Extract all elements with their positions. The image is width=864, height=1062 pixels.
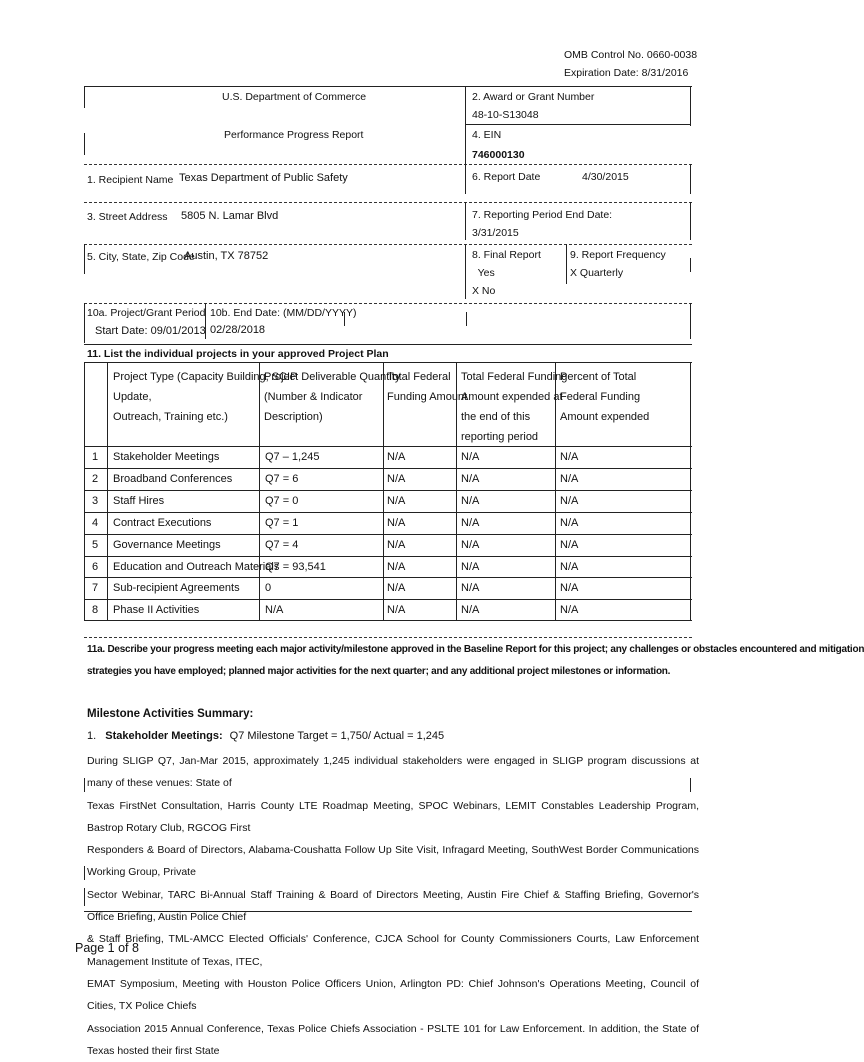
period-row-top xyxy=(84,303,692,304)
header-qty-line: (Number & Indicator xyxy=(264,391,363,403)
start-date-value: Start Date: 09/01/2013 xyxy=(95,325,206,337)
row-deliverable-quantity: 0 xyxy=(265,582,272,595)
row-deliverable-quantity: Q7 = 1 xyxy=(265,516,299,529)
frequency-divider xyxy=(566,244,567,284)
project-period-label: 10a. Project/Grant Period xyxy=(87,307,206,319)
row-funding-expended: N/A xyxy=(461,560,480,573)
period-end-value: 3/31/2015 xyxy=(472,227,519,239)
department-name: U.S. Department of Commerce xyxy=(222,91,367,103)
row-number: 5 xyxy=(92,538,99,551)
street-row-top xyxy=(84,202,692,203)
row-deliverable-quantity: N/A xyxy=(265,604,284,617)
row-federal-funding: N/A xyxy=(387,451,406,463)
row-federal-funding: N/A xyxy=(387,604,406,617)
award-number-label: 2. Award or Grant Number xyxy=(472,91,595,103)
row-federal-funding: N/A xyxy=(387,472,406,485)
row-project-type: Phase II Activities xyxy=(113,604,200,617)
header-expended-line: the end of this xyxy=(461,411,531,423)
header-federal-line: Total Federal xyxy=(387,371,451,383)
right-border-recipient xyxy=(690,164,691,194)
row-project-type: Sub-recipient Agreements xyxy=(113,582,240,595)
narrative-line: Association 2015 Annual Conference, Texas Police Chiefs Association - PSLTE 101 for Law Enforcement. In addition, the State of Texas hosted their first State xyxy=(87,1022,699,1057)
table-left-border xyxy=(84,362,85,620)
row-funding-expended: N/A xyxy=(461,516,480,529)
milestone-item-number: 1. xyxy=(87,730,97,742)
header-expended-line: reporting period xyxy=(461,431,539,443)
row-funding-expended: N/A xyxy=(461,494,480,507)
ein-label: 4. EIN xyxy=(472,129,502,141)
row-percent-expended: N/A xyxy=(560,604,579,617)
row-number: 6 xyxy=(92,560,99,573)
header-expended-line: Amount expended at xyxy=(461,391,563,403)
narrative-line: Responders & Board of Directors, Alabama-Coushatta Follow Up Site Visit, Infragard Meeting, SouthWest Border Communications Working Group, Private xyxy=(87,844,699,879)
row-deliverable-quantity: Q7 – 1,245 xyxy=(265,451,320,463)
row-deliverable-quantity: Q7 = 0 xyxy=(265,494,299,507)
row-number: 1 xyxy=(92,451,99,463)
row-percent-expended: N/A xyxy=(560,494,579,507)
right-border-city xyxy=(690,258,691,272)
row-percent-expended: N/A xyxy=(560,472,579,485)
header-type-line: Update, xyxy=(113,391,152,403)
narrative-line: Texas FirstNet Consultation, Harris County LTE Roadmap Meeting, SPOC Webinars, LEMIT Constables Leadership Program, Bastrop Rotary Club, RGCOG First xyxy=(87,799,699,834)
report-date-label: 6. Report Date xyxy=(472,171,541,183)
city-row-top xyxy=(84,244,692,245)
ein-value: 746000130 xyxy=(472,149,525,161)
street-divider xyxy=(465,202,466,240)
header-federal-funding xyxy=(387,367,467,407)
milestone-summary-title: Milestone Activities Summary: xyxy=(87,708,254,720)
table-row-divider xyxy=(84,490,692,491)
header-qty-line: Description) xyxy=(264,411,323,423)
narrative-left-tick-2 xyxy=(84,866,85,880)
narrative-left-tick-3 xyxy=(84,888,85,906)
recipient-name-value: Texas Department of Public Safety xyxy=(179,172,348,184)
narrative-line: EMAT Symposium, Meeting with Houston Police Officers Union, Arlington PD: Chief Johnson's Operations Meeting, Council of Cities, TX Police Chiefs xyxy=(87,977,699,1013)
section-11a-top xyxy=(84,637,692,638)
row-federal-funding: N/A xyxy=(387,494,406,507)
row-federal-funding: N/A xyxy=(387,560,406,573)
table-col-num-divider xyxy=(107,362,108,620)
table-row-divider xyxy=(84,468,692,469)
row-deliverable-quantity: Q7 = 93,541 xyxy=(265,560,326,573)
header-funding-expended xyxy=(461,367,567,447)
final-report-no: X No xyxy=(472,285,496,297)
table-bottom-border xyxy=(84,620,692,621)
period-end-label: 7. Reporting Period End Date: xyxy=(472,209,613,221)
table-row-divider xyxy=(84,512,692,513)
expiration-date: Expiration Date: 8/31/2016 xyxy=(564,67,689,79)
header-percent-line: Federal Funding xyxy=(560,391,641,403)
award-divider xyxy=(465,124,691,125)
row-project-type: Staff Hires xyxy=(113,494,165,507)
row-number: 4 xyxy=(92,516,99,529)
left-border-city xyxy=(84,244,85,274)
right-border-top xyxy=(690,86,691,126)
table-caption-top xyxy=(84,344,692,345)
report-title: Performance Progress Report xyxy=(224,129,364,141)
table-row-divider xyxy=(84,534,692,535)
report-date-value: 4/30/2015 xyxy=(582,171,629,183)
table-right-border xyxy=(690,362,691,620)
end-date-value: 02/28/2018 xyxy=(210,324,266,336)
header-type-line: Outreach, Training etc.) xyxy=(113,411,228,423)
left-border-mid xyxy=(84,133,85,155)
form-top-border xyxy=(84,86,692,87)
street-address-label: 3. Street Address xyxy=(87,211,168,223)
award-number-value: 48-10-S13048 xyxy=(472,109,539,121)
row-funding-expended: N/A xyxy=(461,451,480,463)
row-percent-expended: N/A xyxy=(560,582,579,595)
row-percent-expended: N/A xyxy=(560,538,579,551)
milestone-item-1 xyxy=(87,730,444,742)
recipient-name-label: 1. Recipient Name xyxy=(87,174,174,186)
row-funding-expended: N/A xyxy=(461,538,480,551)
left-border-period xyxy=(84,303,85,343)
row-project-type: Contract Executions xyxy=(113,516,212,529)
row-project-type: Education and Outreach Materials xyxy=(113,560,280,573)
report-frequency-value: X Quarterly xyxy=(570,267,624,279)
narrative-left-tick-1 xyxy=(84,778,85,792)
omb-control-number: OMB Control No. 0660-0038 xyxy=(564,49,698,61)
row-funding-expended: N/A xyxy=(461,604,480,617)
row-deliverable-quantity: Q7 = 6 xyxy=(265,472,299,485)
table-row-divider xyxy=(84,446,692,447)
city-state-zip-label: 5. City, State, Zip Code xyxy=(87,251,195,263)
form-bottom-border xyxy=(84,911,692,912)
row-number: 3 xyxy=(92,494,99,507)
header-percent-line: Percent of Total xyxy=(560,371,637,383)
period-tick-1 xyxy=(344,312,345,326)
row-project-type: Broadband Conferences xyxy=(113,472,233,485)
milestone-item-label: Stakeholder Meetings: xyxy=(105,730,223,742)
milestone-narrative xyxy=(87,750,699,1062)
city-divider xyxy=(465,244,466,299)
milestone-item-target: Q7 Milestone Target = 1,750/ Actual = 1,245 xyxy=(229,730,445,742)
right-border-street xyxy=(690,202,691,240)
section-11a-prompt-line2: strategies you have employed; planned major activities for the next quarter; and any additional project milestones or information. xyxy=(87,666,671,677)
narrative-line: Sector Webinar, TARC Bi-Annual Staff Training & Board of Directors Meeting, Austin Fire Chief & Staffing Briefing, Governor's Office Briefing, Austin Police Chief xyxy=(87,888,699,924)
row-project-type: Governance Meetings xyxy=(113,538,221,551)
recipient-divider xyxy=(465,164,466,194)
header-deliverable-quantity xyxy=(264,367,400,427)
row-number: 2 xyxy=(92,472,99,485)
projects-table-caption: 11. List the individual projects in your approved Project Plan xyxy=(87,348,389,360)
row-percent-expended: N/A xyxy=(560,451,579,463)
table-row-divider xyxy=(84,577,692,578)
row-number: 7 xyxy=(92,582,99,595)
header-type-line: Project Type (Capacity Building, SCIP xyxy=(113,371,298,383)
header-qty-line: Project Deliverable Quantity xyxy=(264,371,401,383)
right-border-period xyxy=(690,303,691,339)
header-expended-line: Total Federal Funding xyxy=(461,371,568,383)
left-border-top xyxy=(84,86,85,108)
street-address-value: 5805 N. Lamar Blvd xyxy=(181,210,279,222)
header-percent-line: Amount expended xyxy=(560,411,650,423)
report-frequency-label: 9. Report Frequency xyxy=(570,249,666,261)
row-funding-expended: N/A xyxy=(461,582,480,595)
header-federal-line: Funding Amount xyxy=(387,391,468,403)
table-row-divider xyxy=(84,599,692,600)
narrative-line: During SLIGP Q7, Jan-Mar 2015, approximately 1,245 individual stakeholders were engaged in SLIGP program discussions at many of these venues: State of xyxy=(87,755,699,790)
section-11a-prompt-line1: 11a. Describe your progress meeting each major activity/milestone approved in the Baseline Report for this project; any challenges or obstacles encountered and mitigation xyxy=(87,644,864,655)
row-number: 8 xyxy=(92,604,99,617)
end-date-divider xyxy=(205,303,206,339)
final-report-yes: Yes xyxy=(472,267,495,279)
table-row-divider xyxy=(84,556,692,557)
row-federal-funding: N/A xyxy=(387,538,406,551)
final-report-label: 8. Final Report xyxy=(472,249,541,261)
page-number: Page 1 of 8 xyxy=(75,941,139,955)
row-federal-funding: N/A xyxy=(387,582,406,595)
row-project-type: Stakeholder Meetings xyxy=(113,451,220,463)
period-tick-2 xyxy=(466,312,467,326)
header-percent-expended xyxy=(560,367,649,427)
city-state-zip-value: Austin, TX 78752 xyxy=(184,250,269,262)
row-federal-funding: N/A xyxy=(387,516,406,529)
end-date-label: 10b. End Date: (MM/DD/YYYY) xyxy=(210,307,357,319)
row-percent-expended: N/A xyxy=(560,516,579,529)
row-funding-expended: N/A xyxy=(461,472,480,485)
recipient-row-top xyxy=(84,164,692,165)
row-deliverable-quantity: Q7 = 4 xyxy=(265,538,299,551)
row-percent-expended: N/A xyxy=(560,560,579,573)
narrative-line: & Staff Briefing, TML-AMCC Elected Officials' Conference, CJCA School for County Commissioners Courts, Law Enforcement Management Institute of Texas, ITEC, xyxy=(87,933,699,968)
header-divider xyxy=(465,86,466,166)
table-header-top xyxy=(84,362,692,363)
